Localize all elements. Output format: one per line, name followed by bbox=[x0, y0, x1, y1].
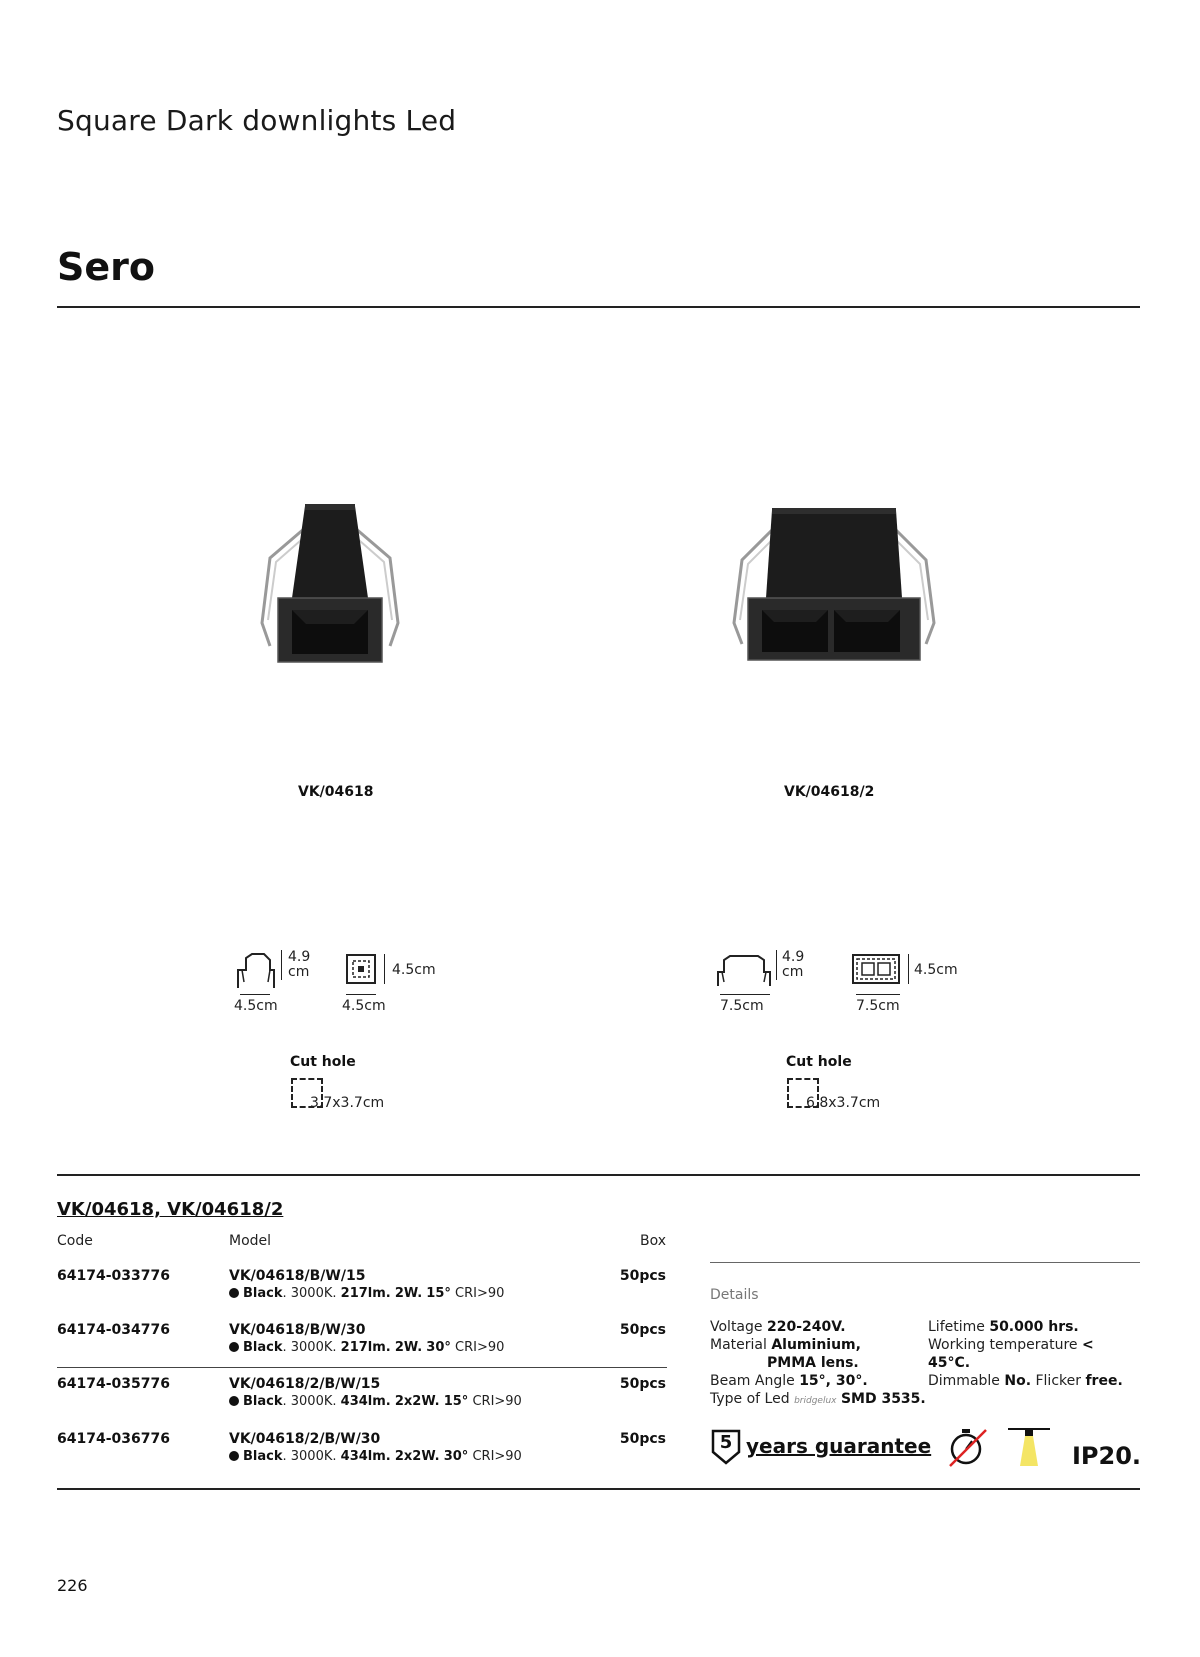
no-timer-icon bbox=[946, 1424, 990, 1468]
cut-hole-label-single: Cut hole bbox=[290, 1054, 356, 1070]
color-dot-icon bbox=[229, 1288, 239, 1298]
table-section-title: VK/04618, VK/04618/2 bbox=[57, 1199, 284, 1220]
details-column-right bbox=[928, 1318, 1140, 1390]
product-photo-single bbox=[250, 498, 410, 668]
width-marker-double bbox=[720, 994, 770, 995]
material-detail-2: PMMA lens. bbox=[767, 1355, 859, 1371]
height-dimension bbox=[288, 950, 310, 980]
cut-hole-label-double: Cut hole bbox=[786, 1054, 852, 1070]
ip-rating: IP20. bbox=[1072, 1442, 1142, 1470]
table-row-box: 50pcs bbox=[619, 1431, 666, 1447]
lifetime-detail: Lifetime 50.000 hrs. bbox=[928, 1319, 1079, 1335]
front-width-marker bbox=[346, 994, 376, 995]
side-width-dimension: 4.5cm bbox=[234, 998, 278, 1014]
product-code-double: VK/04618/2 bbox=[784, 784, 875, 800]
guarantee-text: years guarantee bbox=[746, 1434, 932, 1458]
front-width-dimension: 4.5cm bbox=[342, 998, 386, 1014]
height-value: 4.9 bbox=[288, 949, 311, 965]
product-code-single: VK/04618 bbox=[298, 784, 374, 800]
category-heading: Square Dark downlights Led bbox=[57, 104, 457, 137]
front-width-dimension-double: 7.5cm bbox=[856, 998, 900, 1014]
table-row-box: 50pcs bbox=[619, 1376, 666, 1392]
details-label: Details bbox=[710, 1287, 759, 1303]
voltage-detail: Voltage 220-240V. bbox=[710, 1319, 846, 1335]
width-marker bbox=[240, 994, 270, 995]
front-width-marker-double bbox=[856, 994, 900, 995]
light-beam-icon bbox=[1006, 1424, 1052, 1468]
table-row-code: 64174-034776 bbox=[57, 1322, 170, 1338]
dimmable-detail: Dimmable No. Flicker free. bbox=[928, 1373, 1123, 1389]
bridgelux-logo: bridgelux bbox=[794, 1396, 837, 1406]
row-group-divider bbox=[57, 1367, 667, 1368]
column-header-box: Box bbox=[639, 1233, 666, 1249]
height-marker bbox=[281, 950, 282, 980]
title-divider bbox=[57, 306, 1140, 308]
side-width-dimension-double: 7.5cm bbox=[720, 998, 764, 1014]
height-value-double: 4.9 bbox=[782, 949, 805, 965]
height-unit: cm bbox=[288, 964, 310, 980]
table-row-box: 50pcs bbox=[619, 1322, 666, 1338]
material-detail: Material Aluminium, bbox=[710, 1337, 861, 1353]
height-unit-double: cm bbox=[782, 964, 804, 980]
page-number: 226 bbox=[57, 1576, 88, 1595]
front-height-dimension: 4.5cm bbox=[392, 962, 436, 978]
cut-hole-size-single: 3.7x3.7cm bbox=[310, 1095, 385, 1111]
color-dot-icon bbox=[229, 1396, 239, 1406]
color-dot-icon bbox=[229, 1451, 239, 1461]
front-height-dimension-double: 4.5cm bbox=[914, 962, 958, 978]
front-height-marker-double bbox=[908, 954, 909, 984]
front-view-icon bbox=[346, 954, 376, 984]
color-dot-icon bbox=[229, 1342, 239, 1352]
table-row-box: 50pcs bbox=[619, 1268, 666, 1284]
table-row-code: 64174-033776 bbox=[57, 1268, 170, 1284]
height-marker-double bbox=[776, 950, 777, 980]
table-row-model: VK/04618/2/B/W/15 bbox=[229, 1376, 381, 1392]
side-view-icon bbox=[232, 948, 278, 992]
cut-hole-size-double: 6.8x3.7cm bbox=[806, 1095, 881, 1111]
product-title: Sero bbox=[57, 245, 155, 289]
table-row-spec: Black. 3000K. 434lm. 2x2W. 30° CRI>90 bbox=[229, 1449, 522, 1464]
height-dimension-double bbox=[782, 950, 804, 980]
column-header-model: Model bbox=[229, 1233, 272, 1249]
table-row-model: VK/04618/2/B/W/30 bbox=[229, 1431, 381, 1447]
front-view-icon-double bbox=[852, 954, 900, 984]
table-bottom-divider bbox=[57, 1488, 1140, 1490]
beam-detail: Beam Angle 15°, 30°. bbox=[710, 1373, 868, 1389]
side-view-icon-double bbox=[714, 952, 774, 990]
table-top-divider bbox=[57, 1174, 1140, 1176]
details-column-left bbox=[710, 1318, 930, 1410]
table-row-model: VK/04618/B/W/15 bbox=[229, 1268, 366, 1284]
led-detail: Type of Led bridgelux SMD 3535. bbox=[710, 1391, 926, 1407]
details-divider bbox=[710, 1262, 1140, 1263]
table-row-spec: Black. 3000K. 217lm. 2W. 15° CRI>90 bbox=[229, 1286, 504, 1301]
column-header-code: Code bbox=[57, 1233, 93, 1249]
temperature-detail: Working temperature < 45°C. bbox=[928, 1337, 1094, 1371]
table-row-code: 64174-035776 bbox=[57, 1376, 170, 1392]
table-row-spec: Black. 3000K. 434lm. 2x2W. 15° CRI>90 bbox=[229, 1394, 522, 1409]
product-photo-double bbox=[724, 498, 944, 668]
table-row-model: VK/04618/B/W/30 bbox=[229, 1322, 366, 1338]
front-height-marker bbox=[384, 954, 385, 984]
table-row-code: 64174-036776 bbox=[57, 1431, 170, 1447]
guarantee-number: 5 bbox=[719, 1432, 733, 1453]
table-row-spec: Black. 3000K. 217lm. 2W. 30° CRI>90 bbox=[229, 1340, 504, 1355]
